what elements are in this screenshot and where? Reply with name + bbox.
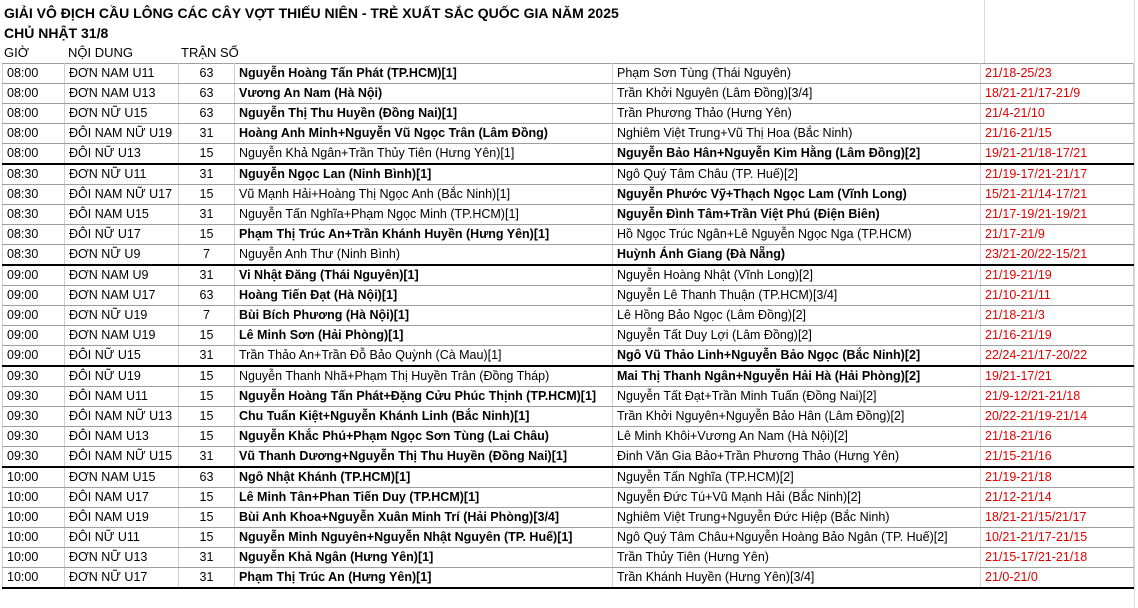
player-two: Nguyễn Đình Tâm+Trần Việt Phú (Điện Biên) <box>613 205 981 225</box>
match-number: 15 <box>179 326 235 346</box>
match-event: ĐÔI NỮ U13 <box>65 144 179 165</box>
match-event: ĐƠN NAM U11 <box>65 64 179 84</box>
match-score: 21/15-21/16 <box>981 447 1134 468</box>
match-time: 09:00 <box>3 306 65 326</box>
match-time: 08:00 <box>3 104 65 124</box>
match-number: 15 <box>179 387 235 407</box>
player-two: Ngô Quý Tâm Châu+Nguyễn Hoàng Bảo Ngân (TP. Huế)[2] <box>613 528 981 548</box>
player-two: Nguyễn Hoàng Nhật (Vĩnh Long)[2] <box>613 265 981 286</box>
match-score: 21/17-21/9 <box>981 225 1134 245</box>
match-event: ĐÔI NAM NỮ U17 <box>65 185 179 205</box>
player-one: Nguyễn Khả Ngân (Hưng Yên)[1] <box>235 548 613 568</box>
player-one: Lê Minh Tân+Phan Tiến Duy (TP.HCM)[1] <box>235 488 613 508</box>
match-number: 63 <box>179 64 235 84</box>
column-header-time: GIỜ <box>4 45 29 60</box>
match-number: 31 <box>179 124 235 144</box>
table-row <box>3 306 1134 326</box>
table-row <box>3 568 1134 589</box>
match-event: ĐƠN NỮ U17 <box>65 568 179 589</box>
player-two: Nguyễn Tất Đạt+Trần Minh Tuấn (Đồng Nai)[2] <box>613 387 981 407</box>
player-two: Ngô Quý Tâm Châu (TP. Huế)[2] <box>613 164 981 185</box>
match-time: 08:00 <box>3 64 65 84</box>
match-number: 63 <box>179 104 235 124</box>
player-two: Nguyễn Phước Vỹ+Thạch Ngọc Lam (Vĩnh Long) <box>613 185 981 205</box>
match-time: 08:30 <box>3 164 65 185</box>
player-two: Nguyễn Lê Thanh Thuận (TP.HCM)[3/4] <box>613 286 981 306</box>
match-number: 31 <box>179 548 235 568</box>
player-two: Trần Khánh Huyền (Hưng Yên)[3/4] <box>613 568 981 589</box>
match-event: ĐƠN NAM U17 <box>65 286 179 306</box>
player-one: Trần Thảo An+Trần Đỗ Bảo Quỳnh (Cà Mau)[1] <box>235 346 613 367</box>
player-one: Nguyễn Anh Thư (Ninh Bình) <box>235 245 613 266</box>
match-score: 21/18-21/16 <box>981 427 1134 447</box>
match-event: ĐÔI NAM U15 <box>65 205 179 225</box>
table-row <box>3 467 1134 488</box>
player-two: Ngô Vũ Thảo Linh+Nguyễn Bảo Ngọc (Bắc Ninh)[2] <box>613 346 981 367</box>
page-title: GIẢI VÔ ĐỊCH CẦU LÔNG CÁC CÂY VỢT THIẾU NIÊN - TRẺ XUẤT SẮC QUỐC GIA NĂM 2025 <box>4 5 619 21</box>
match-score: 21/18-21/3 <box>981 306 1134 326</box>
player-one: Nguyễn Hoàng Tấn Phát+Đặng Cửu Phúc Thịnh (TP.HCM)[1] <box>235 387 613 407</box>
match-event: ĐƠN NỮ U15 <box>65 104 179 124</box>
match-event: ĐÔI NAM U17 <box>65 488 179 508</box>
match-event: ĐƠN NỮ U19 <box>65 306 179 326</box>
table-row <box>3 245 1134 266</box>
player-one: Phạm Thị Trúc An+Trần Khánh Huyền (Hưng Yên)[1] <box>235 225 613 245</box>
match-time: 09:30 <box>3 387 65 407</box>
table-row <box>3 104 1134 124</box>
player-two: Mai Thị Thanh Ngân+Nguyễn Hải Hà (Hải Phòng)[2] <box>613 366 981 387</box>
match-event: ĐÔI NỮ U11 <box>65 528 179 548</box>
match-time: 08:30 <box>3 185 65 205</box>
match-event: ĐÔI NAM NỮ U19 <box>65 124 179 144</box>
match-score: 21/17-19/21-19/21 <box>981 205 1134 225</box>
match-time: 10:00 <box>3 508 65 528</box>
match-number: 63 <box>179 84 235 104</box>
match-time: 08:00 <box>3 144 65 165</box>
player-two: Phạm Sơn Tùng (Thái Nguyên) <box>613 64 981 84</box>
match-time: 08:00 <box>3 124 65 144</box>
player-two: Hồ Ngọc Trúc Ngân+Lê Nguyễn Ngọc Nga (TP.HCM) <box>613 225 981 245</box>
match-event: ĐƠN NAM U9 <box>65 265 179 286</box>
table-row <box>3 488 1134 508</box>
match-number: 15 <box>179 185 235 205</box>
match-event: ĐÔI NAM NỮ U13 <box>65 407 179 427</box>
match-time: 10:00 <box>3 548 65 568</box>
player-one: Phạm Thị Trúc An (Hưng Yên)[1] <box>235 568 613 589</box>
match-time: 09:30 <box>3 447 65 468</box>
match-score: 21/15-17/21-21/18 <box>981 548 1134 568</box>
match-number: 31 <box>179 346 235 367</box>
match-score: 21/19-17/21-21/17 <box>981 164 1134 185</box>
match-time: 08:30 <box>3 225 65 245</box>
match-score: 21/19-21/19 <box>981 265 1134 286</box>
table-row <box>3 387 1134 407</box>
player-two: Đinh Văn Gia Bảo+Trần Phương Thảo (Hưng Yên) <box>613 447 981 468</box>
player-two: Nghiêm Việt Trung+Nguyễn Đức Hiệp (Bắc Ninh) <box>613 508 981 528</box>
match-event: ĐƠN NAM U19 <box>65 326 179 346</box>
match-time: 10:00 <box>3 568 65 589</box>
match-number: 63 <box>179 467 235 488</box>
player-one: Nguyễn Thanh Nhã+Phạm Thị Huyền Trân (Đồng Tháp) <box>235 366 613 387</box>
match-time: 08:30 <box>3 205 65 225</box>
match-score: 22/24-21/17-20/22 <box>981 346 1134 367</box>
match-score: 19/21-21/18-17/21 <box>981 144 1134 165</box>
match-number: 31 <box>179 568 235 589</box>
match-score: 21/12-21/14 <box>981 488 1134 508</box>
match-number: 15 <box>179 508 235 528</box>
table-row <box>3 326 1134 346</box>
match-number: 31 <box>179 205 235 225</box>
table-row <box>3 528 1134 548</box>
match-time: 09:00 <box>3 265 65 286</box>
match-time: 09:30 <box>3 427 65 447</box>
match-event: ĐƠN NỮ U13 <box>65 548 179 568</box>
table-row <box>3 144 1134 165</box>
player-one: Ngô Nhật Khánh (TP.HCM)[1] <box>235 467 613 488</box>
match-score: 19/21-17/21 <box>981 366 1134 387</box>
match-score: 20/22-21/19-21/14 <box>981 407 1134 427</box>
match-score: 21/16-21/19 <box>981 326 1134 346</box>
match-event: ĐÔI NỮ U15 <box>65 346 179 367</box>
match-event: ĐÔI NAM U13 <box>65 427 179 447</box>
match-event: ĐÔI NỮ U17 <box>65 225 179 245</box>
match-score: 15/21-21/14-17/21 <box>981 185 1134 205</box>
player-one: Chu Tuấn Kiệt+Nguyễn Khánh Linh (Bắc Ninh)[1] <box>235 407 613 427</box>
table-row <box>3 346 1134 367</box>
table-row <box>3 508 1134 528</box>
match-score: 21/19-21/18 <box>981 467 1134 488</box>
match-score: 21/4-21/10 <box>981 104 1134 124</box>
player-one: Vương An Nam (Hà Nội) <box>235 84 613 104</box>
match-number: 15 <box>179 427 235 447</box>
table-row <box>3 205 1134 225</box>
table-row <box>3 265 1134 286</box>
player-two: Nguyễn Tất Duy Lợi (Lâm Đồng)[2] <box>613 326 981 346</box>
match-event: ĐƠN NỮ U11 <box>65 164 179 185</box>
table-row <box>3 225 1134 245</box>
table-row <box>3 407 1134 427</box>
player-two: Lê Hồng Bảo Ngọc (Lâm Đồng)[2] <box>613 306 981 326</box>
table-row <box>3 124 1134 144</box>
match-time: 10:00 <box>3 488 65 508</box>
player-one: Hoàng Tiến Đạt (Hà Nội)[1] <box>235 286 613 306</box>
player-one: Nguyễn Ngọc Lan (Ninh Bình)[1] <box>235 164 613 185</box>
match-time: 09:00 <box>3 346 65 367</box>
match-event: ĐƠN NAM U13 <box>65 84 179 104</box>
player-one: Bùi Bích Phương (Hà Nội)[1] <box>235 306 613 326</box>
match-number: 7 <box>179 306 235 326</box>
match-time: 10:00 <box>3 467 65 488</box>
player-one: Nguyễn Khả Ngân+Trần Thủy Tiên (Hưng Yên)[1] <box>235 144 613 165</box>
table-row <box>3 427 1134 447</box>
player-two: Nguyễn Tấn Nghĩa (TP.HCM)[2] <box>613 467 981 488</box>
match-event: ĐƠN NỮ U9 <box>65 245 179 266</box>
match-number: 15 <box>179 407 235 427</box>
player-one: Hoàng Anh Minh+Nguyễn Vũ Ngọc Trân (Lâm Đồng) <box>235 124 613 144</box>
match-number: 31 <box>179 265 235 286</box>
player-one: Nguyễn Khắc Phú+Phạm Ngọc Sơn Tùng (Lai Châu) <box>235 427 613 447</box>
table-row <box>3 164 1134 185</box>
match-score: 10/21-21/17-21/15 <box>981 528 1134 548</box>
match-number: 31 <box>179 164 235 185</box>
match-number: 7 <box>179 245 235 266</box>
match-event: ĐÔI NỮ U19 <box>65 366 179 387</box>
grid-line <box>1134 0 1135 608</box>
match-score: 18/21-21/17-21/9 <box>981 84 1134 104</box>
match-score: 21/9-12/21-21/18 <box>981 387 1134 407</box>
match-number: 63 <box>179 286 235 306</box>
match-number: 15 <box>179 488 235 508</box>
player-one: Nguyễn Minh Nguyên+Nguyễn Nhật Nguyên (TP. Huế)[1] <box>235 528 613 548</box>
match-score: 18/21-21/15/21/17 <box>981 508 1134 528</box>
table-row <box>3 185 1134 205</box>
match-number: 15 <box>179 225 235 245</box>
match-number: 15 <box>179 366 235 387</box>
column-header-match: TRẬN SỐ <box>181 45 239 60</box>
match-score: 21/18-25/23 <box>981 64 1134 84</box>
match-time: 09:30 <box>3 407 65 427</box>
match-number: 15 <box>179 528 235 548</box>
match-time: 08:00 <box>3 84 65 104</box>
player-two: Nghiêm Việt Trung+Vũ Thị Hoa (Bắc Ninh) <box>613 124 981 144</box>
player-one: Lê Minh Sơn (Hải Phòng)[1] <box>235 326 613 346</box>
match-time: 09:00 <box>3 286 65 306</box>
match-time: 10:00 <box>3 528 65 548</box>
table-row <box>3 447 1134 468</box>
player-two: Huỳnh Ánh Giang (Đà Nẵng) <box>613 245 981 266</box>
player-one: Bùi Anh Khoa+Nguyễn Xuân Minh Trí (Hải Phòng)[3/4] <box>235 508 613 528</box>
player-two: Trần Thủy Tiên (Hưng Yên) <box>613 548 981 568</box>
player-one: Nguyễn Thị Thu Huyền (Đồng Nai)[1] <box>235 104 613 124</box>
player-one: Vũ Thanh Dương+Nguyễn Thị Thu Huyền (Đồng Nai)[1] <box>235 447 613 468</box>
player-two: Nguyễn Đức Tú+Vũ Mạnh Hải (Bắc Ninh)[2] <box>613 488 981 508</box>
match-time: 09:00 <box>3 326 65 346</box>
player-one: Vi Nhật Đăng (Thái Nguyên)[1] <box>235 265 613 286</box>
table-row <box>3 286 1134 306</box>
match-score: 21/10-21/11 <box>981 286 1134 306</box>
schedule-date: CHỦ NHẬT 31/8 <box>4 25 109 41</box>
column-header-event: NỘI DUNG <box>68 45 133 60</box>
table-row <box>3 84 1134 104</box>
match-number: 15 <box>179 144 235 165</box>
grid-line <box>984 0 985 64</box>
match-event: ĐÔI NAM NỮ U15 <box>65 447 179 468</box>
table-row <box>3 366 1134 387</box>
table-row <box>3 548 1134 568</box>
schedule-table <box>2 63 1134 589</box>
player-two: Lê Minh Khôi+Vương An Nam (Hà Nội)[2] <box>613 427 981 447</box>
player-two: Trần Khởi Nguyên (Lâm Đồng)[3/4] <box>613 84 981 104</box>
player-two: Trần Phương Thảo (Hưng Yên) <box>613 104 981 124</box>
match-event: ĐÔI NAM U19 <box>65 508 179 528</box>
player-one: Vũ Mạnh Hải+Hoàng Thị Ngọc Anh (Bắc Ninh)[1] <box>235 185 613 205</box>
player-one: Nguyễn Tấn Nghĩa+Phạm Ngọc Minh (TP.HCM)[1] <box>235 205 613 225</box>
table-row <box>3 64 1134 84</box>
match-number: 31 <box>179 447 235 468</box>
match-time: 08:30 <box>3 245 65 266</box>
match-event: ĐƠN NAM U15 <box>65 467 179 488</box>
match-score: 21/0-21/0 <box>981 568 1134 589</box>
match-score: 21/16-21/15 <box>981 124 1134 144</box>
player-two: Trần Khởi Nguyên+Nguyễn Bảo Hân (Lâm Đồng)[2] <box>613 407 981 427</box>
match-score: 23/21-20/22-15/21 <box>981 245 1134 266</box>
player-one: Nguyễn Hoàng Tấn Phát (TP.HCM)[1] <box>235 64 613 84</box>
player-two: Nguyễn Bảo Hân+Nguyễn Kim Hằng (Lâm Đồng)[2] <box>613 144 981 165</box>
match-time: 09:30 <box>3 366 65 387</box>
match-event: ĐÔI NAM U11 <box>65 387 179 407</box>
